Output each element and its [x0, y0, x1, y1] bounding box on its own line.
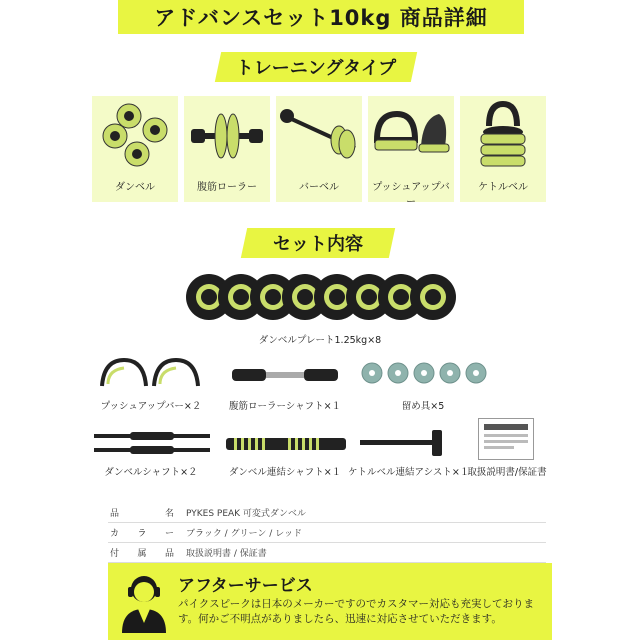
dumbbell-icon [95, 100, 175, 176]
type-label: バーベル [299, 182, 339, 193]
dumbbell-plates [184, 272, 456, 322]
pushup-bar-icon [96, 354, 206, 394]
plate-hole [329, 289, 345, 305]
type-card-barbell [276, 96, 362, 202]
plate-hole [297, 289, 313, 305]
roller-shaft-icon [230, 364, 340, 386]
barbell-icon [279, 100, 359, 176]
spec-row [108, 502, 546, 523]
pushup-bar-icon [371, 100, 451, 176]
support-agent-icon [118, 571, 170, 633]
content-item-pushup-bar [96, 354, 206, 394]
plate-hole [393, 289, 409, 305]
spec-value: 取扱説明書 / 保証書 [186, 548, 267, 559]
page-title: アドバンスセット10kg 商品詳細 [154, 6, 488, 30]
connector-shaft-icon [226, 434, 346, 454]
plates-caption: ダンベルプレート1.25kg×8 [258, 335, 382, 346]
type-card-ab-roller [184, 96, 270, 202]
type-card-pushup-bar [368, 96, 454, 208]
type-card-dumbbell [92, 96, 178, 202]
spec-key: 品 名 [110, 508, 174, 519]
content-item-connector-shaft [226, 434, 346, 454]
type-label: 腹筋ローラー [197, 182, 257, 193]
content-caption: ケトルベル連結アシスト×１ [348, 467, 470, 478]
content-item-manual [478, 418, 534, 460]
type-label: プッシュアップバー [372, 182, 450, 208]
kettlebell-assist-icon [358, 428, 450, 458]
content-item-dumbbell-shaft [94, 428, 210, 458]
spec-key: 付 属 品 [110, 548, 174, 559]
clamp-icon [358, 358, 488, 388]
plate-hole [265, 289, 281, 305]
spec-row [108, 542, 546, 563]
set-contents-heading-text: セット内容 [273, 234, 363, 255]
type-label: ケトルベル [478, 182, 528, 193]
after-service-panel [108, 563, 552, 640]
content-caption: 腹筋ローラーシャフト×１ [228, 401, 342, 412]
content-item-roller-shaft [230, 364, 340, 386]
page-title-banner [118, 0, 524, 34]
content-item-kettlebell-assist [358, 428, 450, 458]
spec-value: ブラック / グリーン / レッド [186, 528, 303, 539]
after-service-text: パイクスピークは日本のメーカーですのでカスタマー対応も充実しております。何かご不明点がありましたら、迅速に対応させていただきます。 [178, 598, 535, 625]
spec-value: PYKES PEAK 可変式ダンベル [186, 508, 307, 519]
training-type-heading-text: トレーニングタイプ [235, 58, 397, 79]
content-caption: ダンベルシャフト×２ [104, 467, 198, 478]
content-caption: ダンベル連結シャフト×１ [228, 467, 342, 478]
after-service-title: アフターサービス [178, 576, 313, 596]
ab-roller-icon [187, 100, 267, 176]
set-contents-heading [244, 228, 392, 258]
manual-icon [478, 418, 534, 460]
plate-icon [184, 272, 456, 322]
plate-hole [361, 289, 377, 305]
plate-hole [425, 289, 441, 305]
plate-hole [201, 289, 217, 305]
content-caption: 留め具×5 [401, 401, 445, 412]
content-caption: プッシュアップバー×２ [100, 401, 202, 412]
content-caption: 取扱説明書/保証書 [467, 467, 547, 478]
spec-row [108, 522, 546, 543]
training-type-heading [218, 52, 414, 82]
kettlebell-icon [463, 100, 543, 176]
content-item-clamps [358, 358, 488, 388]
dumbbell-shaft-icon [94, 428, 210, 458]
type-label: ダンベル [114, 182, 156, 193]
spec-key: カ ラ ー [110, 528, 174, 539]
plate-hole [233, 289, 249, 305]
type-card-kettlebell [460, 96, 546, 202]
